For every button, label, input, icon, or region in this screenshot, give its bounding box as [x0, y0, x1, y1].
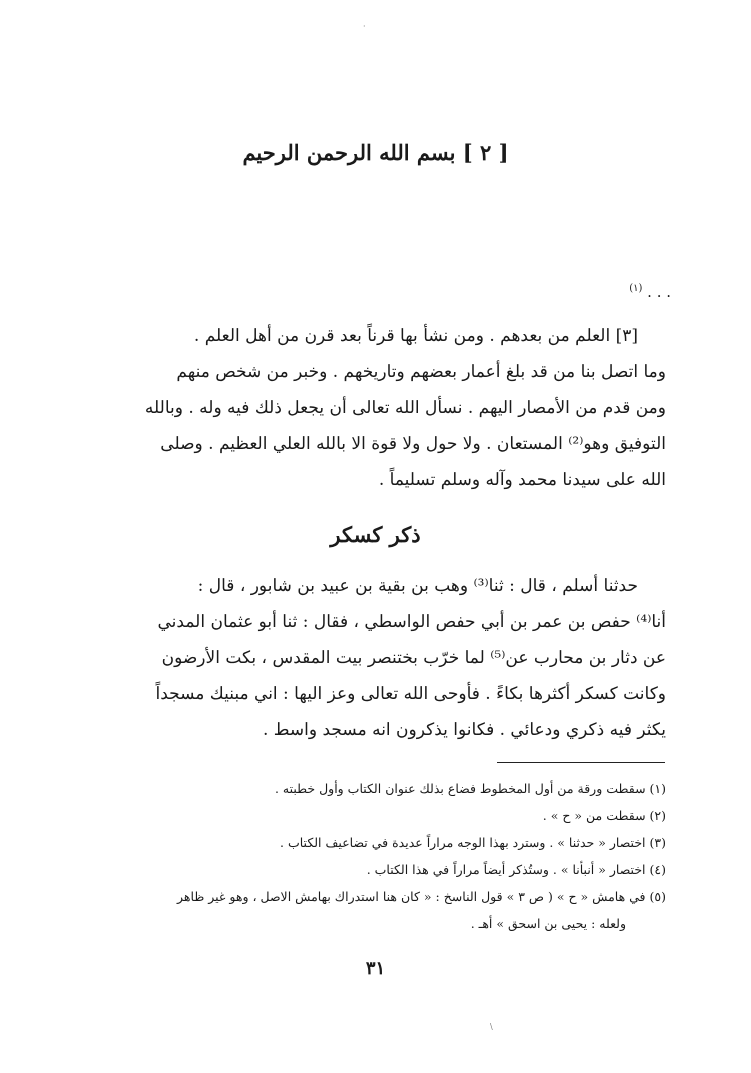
intro-paragraph — [76, 318, 666, 498]
section-line: حدثنا أسلم ، قال : ثنا⁽³⁾ وهب بن بقية بن عبيد بن شابور ، قال : — [197, 576, 638, 596]
intro-line: التوفيق وهو⁽²⁾ المستعان . ولا حول ولا قوة الا بالله العلي العظيم . وصلى — [160, 434, 666, 454]
section-line: أنا⁽⁴⁾ حفص بن عمر بن أبي حفص الواسطي ، فقال : ثنا أبو عثمان المدني — [157, 612, 666, 632]
page-title: [ ٢ ] بسم الله الرحمن الرحيم — [242, 140, 509, 165]
section-line: وكانت كسكر أكثرها بكاءً . فأوحى الله تعالى وعز اليها : اني مبنيك مسجداً — [155, 684, 666, 704]
scan-speck: · — [363, 22, 366, 31]
intro-line: الله على سيدنا محمد وآله وسلم تسليماً . — [378, 470, 666, 490]
section-line: عن دثار بن محارب عن⁽⁵⁾ لما خرّب بختنصر بيت المقدس ، بكت الأرضون — [161, 648, 666, 668]
intro-line: وما اتصل بنا من قد بلغ أعمار بعضهم وتاريخهم . وخبر من شخص منهم — [176, 362, 666, 382]
section-line: يكثر فيه ذكري ودعائي . فكانوا يذكرون انه مسجد واسط . — [262, 720, 666, 740]
footnote: (٢) سقطت من « ح » . — [542, 808, 666, 823]
scan-speck: \ — [490, 1022, 493, 1031]
footnote-divider — [497, 762, 665, 763]
footnote-continuation: ولعله : يحيى بن اسحق » أهـ . — [470, 916, 626, 931]
footnote: (٥) في هامش « ح » ( ص ٣ » قول الناسخ : « كان هنا استدراك بهامش الاصل ، وهو غير ظاهر — [177, 889, 666, 904]
intro-line: [٣] العلم من بعدهم . ومن نشأ بها قرناً بعد قرن من أهل العلم . — [193, 326, 638, 346]
footnote: (١) سقطت ورقة من أول المخطوط فضاع بذلك عنوان الكتاب وأول خطبته . — [274, 781, 666, 796]
ellipsis-text: . . . — [647, 283, 671, 301]
footnotes — [66, 775, 666, 937]
footnote-ref-1: (١) — [629, 283, 643, 294]
section-paragraph — [76, 568, 666, 748]
page-number: ٣١ — [365, 958, 386, 979]
missing-text-marker — [629, 283, 671, 301]
footnote: (٣) اختصار « حدثنا » . وسترد بهذا الوجه مراراً عديدة في تضاعيف الكتاب . — [280, 835, 666, 850]
section-heading: ذكر كسكر — [330, 522, 421, 547]
intro-line: ومن قدم من الأمصار اليهم . نسأل الله تعالى أن يجعل ذلك فيه وله . وبالله — [144, 398, 666, 418]
footnote: (٤) اختصار « أنبأنا » . وستُذكر أيضاً مراراً في هذا الكتاب . — [366, 862, 666, 877]
